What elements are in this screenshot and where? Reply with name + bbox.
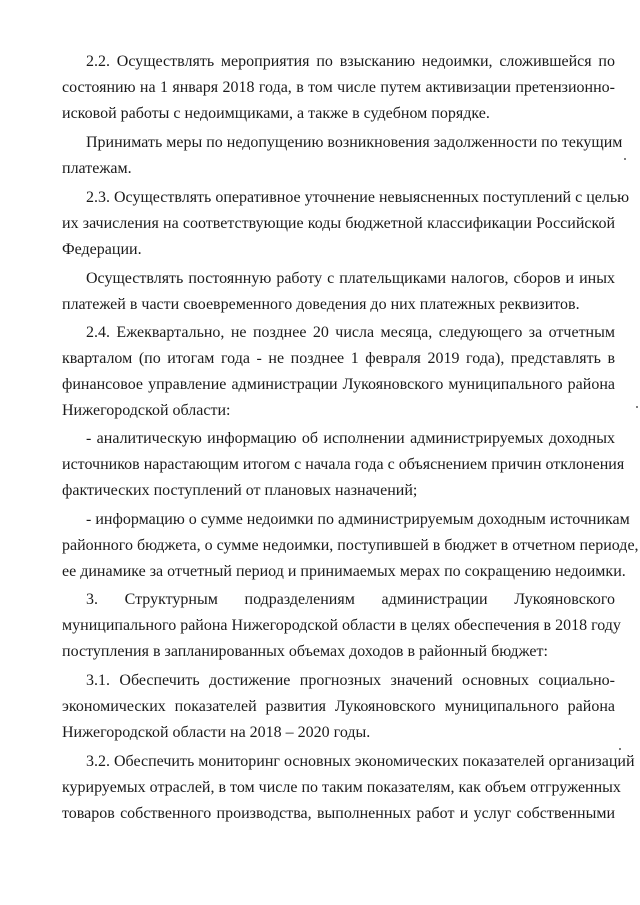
para-2-2-line-2: состоянию на 1 января 2018 года, в том числе путем активизации претензионно-	[62, 79, 615, 96]
para-3-line-3: поступления в запланированных объемах доходов в районный бюджет:	[62, 643, 548, 660]
para-2-4-line-1: 2.4. Ежеквартально, не позднее 20 числа месяца, следующего за отчетным	[86, 324, 615, 341]
para-3-line-1: 3. Структурным подразделениям администрации Лукояновского	[86, 591, 615, 608]
list-item-arrears-line-2: районного бюджета, о сумме недоимки, поступившей в бюджет в отчетном периоде,	[62, 537, 639, 554]
para-current-payments-line-1: Принимать меры по недопущению возникновения задолженности по текущим	[86, 134, 623, 151]
para-2-4-line-2: кварталом (по итогам года - не позднее 1 февраля 2019 года), представлять в	[62, 350, 615, 367]
para-3-1-line-1: 3.1. Обеспечить достижение прогнозных значений основных социально-	[86, 672, 615, 689]
list-item-analytics-line-1: - аналитическую информацию об исполнении администрируемых доходных	[86, 430, 615, 447]
para-current-payments-line-2: платежам.	[62, 160, 132, 177]
para-3-1-line-3: Нижегородской области на 2018 – 2020 годы.	[62, 724, 371, 741]
para-2-3-line-3: Федерации.	[62, 241, 142, 258]
scan-speck	[624, 158, 626, 160]
para-3-line-2: муниципального района Нижегородской области в целях обеспечения в 2018 году	[62, 617, 621, 634]
para-2-3-line-1: 2.3. Осуществлять оперативное уточнение невыясненных поступлений с целью	[86, 189, 630, 206]
para-3-2-line-2: курируемых отраслей, в том числе по таким показателям, как объем отгруженных	[62, 779, 621, 796]
para-2-4-line-3: финансовое управление администрации Лукояновского муниципального района	[62, 376, 615, 393]
para-payers-line-2: платежей в части своевременного доведения до них платежных реквизитов.	[62, 296, 580, 313]
para-2-2-line-3: исковой работы с недоимщиками, а также в судебном порядке.	[62, 105, 490, 122]
para-3-2-line-3: товаров собственного производства, выполненных работ и услуг собственными	[62, 805, 615, 822]
scan-speck	[619, 748, 621, 750]
para-2-4-line-4: Нижегородской области:	[62, 402, 231, 419]
para-3-2-line-1: 3.2. Обеспечить мониторинг основных экономических показателей организаций	[86, 753, 635, 770]
para-2-3-line-2: их зачисления на соответствующие коды бюджетной классификации Российской	[62, 215, 615, 232]
list-item-analytics-line-3: фактических поступлений от плановых назначений;	[62, 482, 418, 499]
list-item-arrears-line-3: ее динамике за отчетный период и принимаемых мерах по сокращению недоимки.	[62, 563, 626, 580]
list-item-analytics-line-2: источников нарастающим итогом с начала года с объяснением причин отклонения	[62, 456, 625, 473]
scan-speck	[636, 406, 638, 408]
para-payers-line-1: Осуществлять постоянную работу с плательщиками налогов, сборов и иных	[86, 270, 615, 287]
list-item-arrears-line-1: - информацию о сумме недоимки по администрируемым доходным источникам	[86, 511, 630, 528]
para-2-2-line-1: 2.2. Осуществлять мероприятия по взысканию недоимки, сложившейся по	[86, 53, 615, 70]
para-3-1-line-2: экономических показателей развития Лукояновского муниципального района	[62, 698, 615, 715]
